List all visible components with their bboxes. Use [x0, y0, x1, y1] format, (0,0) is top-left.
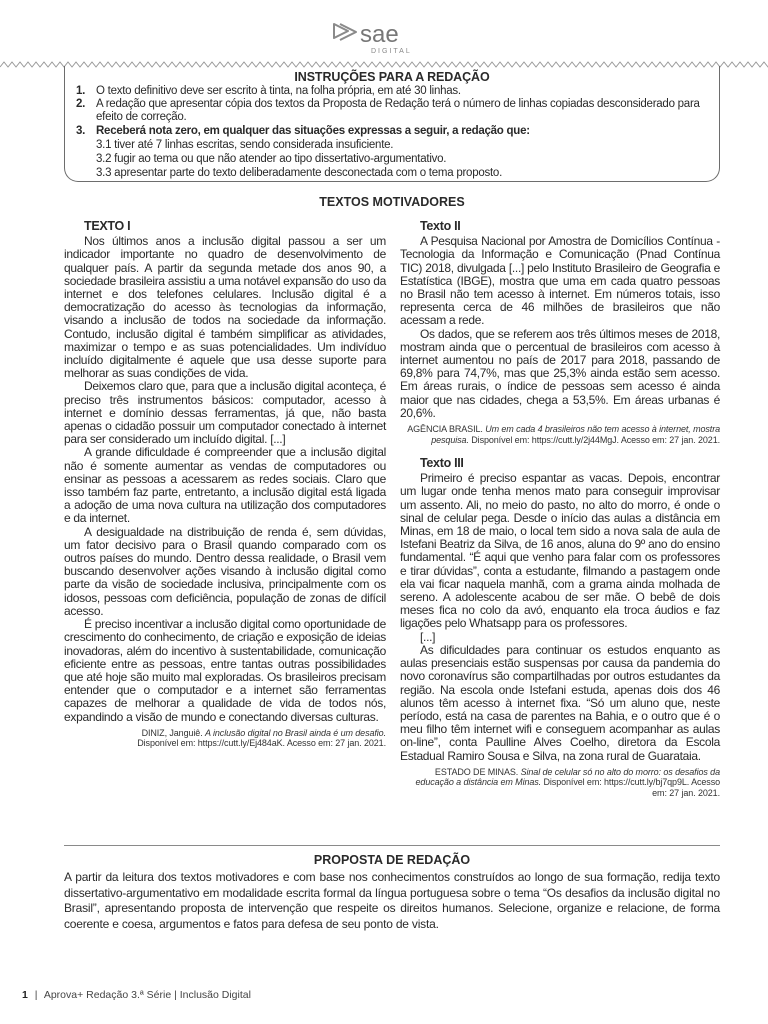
- texto3-paragraph: As dificuldades para continuar os estudos enquanto as aulas presenciais estão suspensas por causa da pandemia do novo coronavírus são compartilhadas por outros estudantes da região. Na escola onde Istefani estuda, apenas dois dos 46 alunos têm acesso à internet fixa. “Só um aluno que, neste período, está na casa de parentes na Bahia, e o outro que é o meu filho têm internet wifi e conseguem acompanhar as aulas on-line”, conta Paulline Alves Coelho, diretora da Escola Estadual Ramiro Sousa e Silva, na zona rural de Guarataia.: [400, 642, 720, 763]
- instruction-subitem-3: 3.3 apresentar parte do texto deliberadamente desconectada com o tema proposto.: [96, 167, 503, 179]
- instruction-item-2: [76, 98, 712, 124]
- source-author: AGÊNCIA BRASIL.: [407, 424, 483, 435]
- texto1-paragraph: É preciso incentivar a inclusão digital como oportunidade de crescimento do conhecimento, de criação e exposição de ideias inovadoras, além do incentivo à sustentabilidade, comunicação eficiente entre as pessoas, entre tantas outras possibilidades que até hoje são muito mal exploradas. Os brasileiros precisam entender que o computador e a internet são ferramentas capazes de melhorar a qualidade de vida de todos nós, expandindo a visão de mundo e conectando diversas culturas.: [64, 617, 386, 724]
- instruction-subitem-1: 3.1 tiver até 7 linhas escritas, sendo considerada insuficiente.: [96, 139, 394, 151]
- source-link: Disponível em: https://cutt.ly/bj7qp9L. Acesso em: 27 jan. 2021.: [543, 777, 720, 798]
- texto1-paragraph: Deixemos claro que, para que a inclusão digital aconteça, é preciso três instrumentos básicos: computador, acesso à internet e domínio dessas ferramentas, já que, não basta apenas o cidadão possuir um computador conectado à internet para ser considerado um incluído digital. [...]: [64, 379, 386, 447]
- instruction-number: 2.: [76, 98, 86, 110]
- instruction-number: 3.: [76, 125, 86, 137]
- texto2-source: [400, 424, 720, 445]
- logo-subtext: DIGITAL: [371, 48, 412, 55]
- texto1-paragraph: A desigualdade na distribuição de renda é, sem dúvidas, um fator decisivo para o Brasil quando comparado com os outros países do mundo. Dentro dessa realidade, o Brasil vem buscando desenvolver ações visando à inclusão digital como parte da visão de sociedade inclusiva, principalmente com os idosos, pessoas com deficiência, população de zonas de difícil acesso.: [64, 524, 386, 618]
- instruction-number: 1.: [76, 85, 86, 97]
- footer-separator: |: [34, 989, 38, 1001]
- instruction-item-3: [76, 125, 712, 138]
- instruction-item-1: [76, 85, 712, 98]
- texto2-paragraph: A Pesquisa Nacional por Amostra de Domicílios Contínua - Tecnologia da Informação e Comunicação (Pnad Contínua TIC) 2018, divulgada [...] pelo Instituto Brasileiro de Geografia e Estatística (IBGE), mostra que uma em cada quatro pessoas no Brasil não tem acesso à internet. Em números totais, isso representa cerca de 46 milhões de brasileiros que não acessam a rede.: [400, 234, 720, 328]
- page-number: 1: [22, 989, 28, 1001]
- instruction-text: O texto definitivo deve ser escrito à tinta, na folha própria, em até 30 linhas.: [96, 85, 461, 97]
- source-title: Um em cada 4 brasileiros não tem acesso à internet, mostra pesquisa.: [431, 424, 720, 445]
- texto1-source: [64, 728, 386, 749]
- proposta-text: A partir da leitura dos textos motivadores e com base nos conhecimentos construídos ao longo de sua formação, redija texto dissertativo-argumentativo em modalidade escrita formal da língua portuguesa sobre o tema “Os desafios da inclusão digital no Brasil”, apresentando proposta de intervenção que respeite os direitos humanos. Selecione, organize e relacione, de forma coerente e coesa, argumentos e fatos para defesa de seu ponto de vista.: [64, 870, 720, 931]
- texto1-title: TEXTO I: [84, 219, 131, 233]
- texto1-column: [64, 220, 386, 749]
- proposta-heading: PROPOSTA DE REDAÇÃO: [313, 853, 471, 867]
- texto1-paragraph: A grande dificuldade é compreender que a inclusão digital não é somente aumentar as vendas de computadores ou ensinar as pessoas a acessarem as redes sociais. Claro que isso também faz parte, entretanto, a inclusão digital está ligada a adoção de uma nova cultura na utilização dos computadores e da internet.: [64, 445, 386, 526]
- source-link: Disponível em: https://cutt.ly/Ej484aK. Acesso em: 27 jan. 2021.: [137, 738, 386, 749]
- source-link: Disponível em: https://cutt.ly/2j44MgJ. Acesso em: 27 jan. 2021.: [471, 434, 720, 445]
- texto3-paragraph: Primeiro é preciso espantar as vacas. Depois, encontrar um lugar onde tenha menos mato para conseguir improvisar um assento. Ali, no meio do pasto, no alto do morro, é onde o sinal de celular pega. Desde o início das aulas a distância em Minas, em 18 de maio, o local tem sido a nova sala de aula de Istefani Beatriz da Silva, de 16 anos, aluna do 9º ano do ensino fundamental. “É aqui que venho para falar com os professores e tirar dúvidas”, conta a estudante, filmando a pastagem onde ela vai ficar naquela manhã, com a grama ainda molhada de sereno. A adolescente acabou de ser mãe. O bebê de dois meses fica no colo da avó, enquanto ela troca áudios e faz ligações pelo Whatsapp para os professores.: [400, 471, 720, 631]
- section-divider: [64, 845, 720, 846]
- texto3-title: Texto III: [420, 456, 464, 471]
- source-title: A inclusão digital no Brasil ainda é um desafio.: [205, 727, 386, 738]
- instruction-text: A redação que apresentar cópia dos textos da Proposta de Redação terá o número de linhas copiadas desconsiderado para efeito de correção.: [96, 98, 700, 123]
- sae-digital-logo: [330, 18, 440, 56]
- page-footer: [22, 989, 251, 1001]
- source-title: Sinal de celular só no alto do morro: os desafios da educação a distância em Minas.: [415, 766, 720, 788]
- instructions-title: INSTRUÇÕES PARA A REDAÇÃO: [294, 70, 490, 84]
- texto2-paragraph: Os dados, que se referem aos três últimos meses de 2018, mostram ainda que o percentual de brasileiros com acesso à internet aumentou no país de 2017 para 2018, passando de 69,8% para 74,7%, mas que 25,3% ainda estão sem acesso. Em áreas rurais, o índice de pessoas sem acesso é ainda maior que nas cidades, chega a 53,5%. Em áreas urbanas é 20,6%.: [400, 326, 720, 420]
- texto1-paragraph: Nos últimos anos a inclusão digital passou a ser um indicador importante no quadro de desenvolvimento de qualquer país. A partir da segunda metade dos anos 90, a sociedade brasileira assistiu a uma notável expansão do uso da internet e dos telefones celulares. Inclusão digital é a democratização do acesso às tecnologias da informação, visando a inclusão de todos na sociedade da informação. Contudo, inclusão digital é também simplificar as atividades, maximizar o tempo e as suas potencialidades. Um indivíduo incluído digitalmente é aquele que usa desse suporte para melhorar as suas condições de vida.: [64, 234, 386, 381]
- logo-text: sae: [360, 21, 399, 48]
- source-author: DINIZ, Janguiê.: [141, 727, 203, 738]
- instruction-text: Receberá nota zero, em qualquer das situações expressas a seguir, a redação que:: [96, 125, 530, 137]
- source-author: ESTADO DE MINAS.: [434, 766, 519, 777]
- footer-label: Aprova+ Redação 3.ª Série | Inclusão Digital: [43, 989, 251, 1001]
- texto2-title: Texto II: [420, 219, 461, 233]
- instruction-subitem-2: 3.2 fugir ao tema ou que não atender ao tipo dissertativo-argumentativo.: [96, 153, 447, 165]
- motivadores-heading: TEXTOS MOTIVADORES: [319, 195, 465, 209]
- texto3-paragraph: [...]: [420, 629, 436, 644]
- texto2-3-column: [400, 220, 720, 798]
- texto3-source: [400, 767, 720, 799]
